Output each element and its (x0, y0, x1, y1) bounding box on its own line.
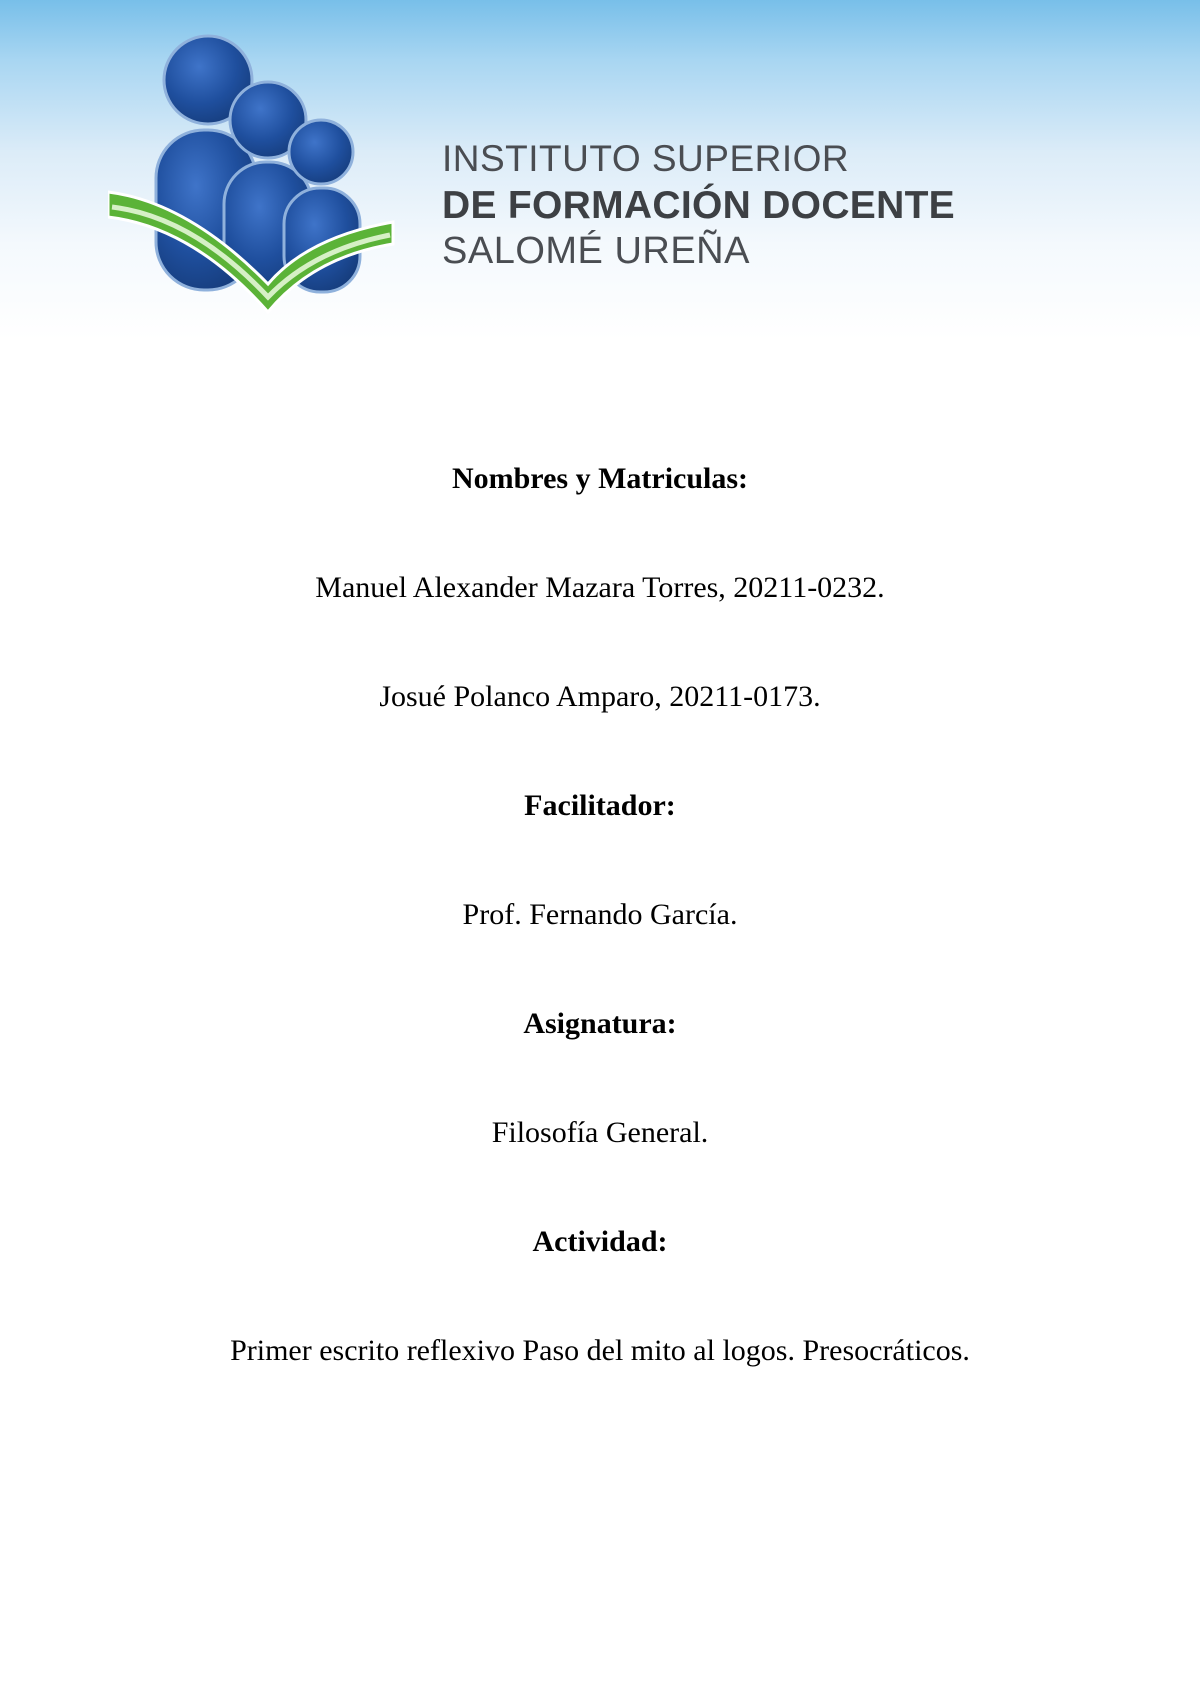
institution-name-line2: DE FORMACIÓN DOCENTE (442, 184, 955, 227)
institution-name (442, 140, 1162, 270)
students-heading: Nombres y Matriculas: (451, 462, 749, 495)
institution-logo (108, 22, 428, 327)
institution-name-line1: INSTITUTO SUPERIOR (442, 138, 850, 179)
activity-title: Primer escrito reflexivo Paso del mito al logos. Presocráticos. (230, 1334, 970, 1367)
student-entry: Josué Polanco Amparo, 20211-0173. (379, 680, 821, 713)
student-entry: Manuel Alexander Mazara Torres, 20211-0232. (315, 571, 885, 604)
facilitator-heading: Facilitador: (524, 789, 676, 822)
subject-heading: Asignatura: (523, 1007, 677, 1040)
header-banner (0, 0, 1200, 340)
cover-page-content (0, 454, 1200, 1435)
subject-name: Filosofía General. (491, 1116, 709, 1149)
activity-heading: Actividad: (532, 1225, 668, 1258)
institution-name-line3: SALOMÉ UREÑA (442, 230, 750, 272)
facilitator-name: Prof. Fernando García. (462, 898, 738, 931)
